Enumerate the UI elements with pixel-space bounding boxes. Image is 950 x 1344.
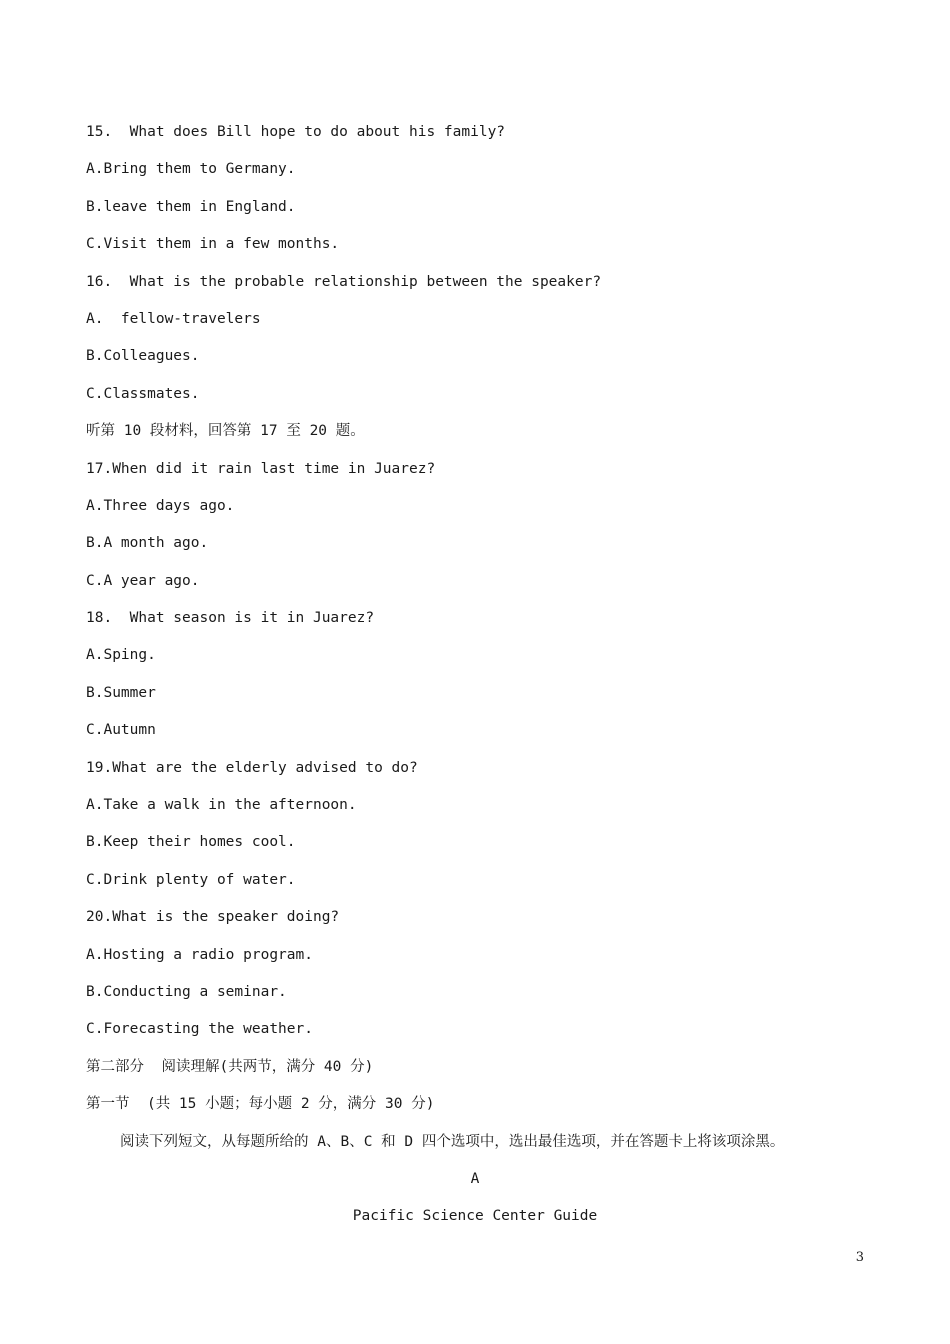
section-heading: 第二部分 阅读理解(共两节，满分 40 分): [86, 1058, 374, 1075]
option-20c: C.Forecasting the weather.: [86, 1021, 313, 1038]
option-19a: A.Take a walk in the afternoon.: [86, 797, 357, 814]
reading-instructions: 阅读下列短文，从每题所给的 A、B、C 和 D 四个选项中，选出最佳选项，并在答题卡上将该项涂黑。: [120, 1133, 785, 1150]
subsection-heading: 第一节 (共 15 小题；每小题 2 分，满分 30 分): [86, 1096, 435, 1113]
option-15a: A.Bring them to Germany.: [86, 161, 296, 178]
option-18b: B.Summer: [86, 684, 156, 701]
option-15c: C.Visit them in a few months.: [86, 236, 340, 253]
option-15b: B.leave them in England.: [86, 198, 296, 215]
question-20: 20.What is the speaker doing?: [86, 909, 340, 926]
option-20a: A.Hosting a radio program.: [86, 946, 313, 963]
option-19c: C.Drink plenty of water.: [86, 871, 296, 888]
option-16c: C.Classmates.: [86, 385, 200, 402]
option-19b: B.Keep their homes cool.: [86, 834, 296, 851]
option-17a: A.Three days ago.: [86, 497, 235, 514]
passage-letter: A: [470, 1170, 480, 1187]
question-16: 16. What is the probable relationship between the speaker?: [86, 273, 602, 290]
page-number: 3: [855, 1250, 864, 1265]
option-18a: A.Sping.: [86, 647, 156, 664]
option-16a: A. fellow-travelers: [86, 310, 261, 327]
question-19: 19.What are the elderly advised to do?: [86, 759, 418, 776]
passage-title: Pacific Science Center Guide: [352, 1208, 598, 1225]
document-body: [86, 122, 876, 1244]
instruction-17-20: 听第 10 段材料，回答第 17 至 20 题。: [86, 423, 365, 440]
question-15: 15. What does Bill hope to do about his family?: [86, 124, 506, 140]
option-17c: C.A year ago.: [86, 572, 200, 589]
question-17: 17.When did it rain last time in Juarez?: [86, 460, 436, 477]
option-20b: B.Conducting a seminar.: [86, 983, 287, 1000]
option-18c: C.Autumn: [86, 722, 156, 739]
option-17b: B.A month ago.: [86, 535, 209, 552]
question-18: 18. What season is it in Juarez?: [86, 610, 375, 627]
option-16b: B.Colleagues.: [86, 348, 200, 365]
